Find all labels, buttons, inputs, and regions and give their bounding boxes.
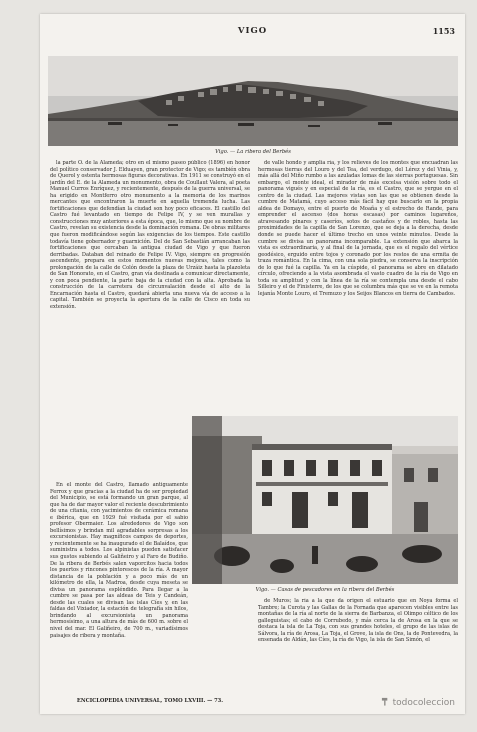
page-number: 1153 <box>432 26 455 36</box>
footer-volume: ENCICLOPEDIA UNIVERSAL, TOMO LXVIII. — 73. <box>76 698 224 704</box>
column-left-bottom <box>50 482 188 694</box>
column-right-top <box>258 160 458 422</box>
paragraph: En el monte del Castro, llamado antiguamente Ferrox y que gracias a la ciudad ha de ser propiedad del Municipio, se está formando un gran parque, al que ha de dar mayor valor el reciente descubrimiento de una citania, con yacimientos de cerámica romana e ibérica, que en 1929 fué visitada por el sabio profesor Obermaier. Los alrededores de Vigo son bellísimos y brindan mil agradables sorpresas a los excursionistas. Hay magníficos campos de deportes, y recientemente se ha inaugurado el de Balaídos, que suministra a todos. Los alpinistas pueden satisfacer sus gustos subiendo al Galiñeiro y al Faro de Budiño. De la ribera de Berbés salen vaporcitos hacia todos los puertos y rincones pintorescos de la ría. A mayor distancia de la población y a poco más de un kilómetro de ella, la Madroa, desde cuya meseta se divisa un panorama espléndido. Para llegar a la cumbre se pasa por las aldeas de Teis y Candeán, desde las cuales se divisan las islas Cíes y, en las faldas del Vixiador, la estación de telegrafía sin hilos, brindando al excursionista un panorama hermosísimo, a una altura de más de 600 m. sobre el nivel del mar. El Galiñeiro, de 700 m., variadísimos paisajes de ribera y montaña. <box>50 482 188 639</box>
running-header <box>40 26 465 40</box>
paragraph: de valle hondo y amplia ría, y los relieves de los montes que encuadran las hermosas tierras del Louro y del Tea, del verdugo, del Lérez y del Vinia, y, más allá del Miño rumbo a las azuladas lomas de las sierras portuguesas. Sin embargo, el monte ideal, el mirador de más excelsa visión sobre todo el panorama vigués y en especial de la ría, es el Castro, que se yergue en el centro de la ciudad. Las mejores vistas son las que se obtienen desde la cumbre de Matamá, cuyo acceso más fácil hay que buscarlo en la propia aldea de Domayo, entre el puerto de Moaña y el estrecho de Rande, para emprender el ascenso (dos horas escasas) por caminos lugareños, atravesando pinares y caseríos, sotos de castaños y de robles, hasta las proximidades de la capilla de San Lorenzo, que se deja a la derecha, desde donde se puede hacer el último trecho en unos veinte minutos. Desde la cumbre se divisa un panorama incomparable. La extensión que abarca la vista es extraordinaria, y al final de la jornada, que es el regalo del vértice geodésico, erguido entre tojos y coronado por los restos de una ermita de traza romántica. En la cima, con una sola piedra, se conserva la inscripción de lo que fué la capilla. Ya en la cúspide, el panorama se abre en dilatado círculo, ofreciendo a la vista asombrada el vasto cuadro de la ría de Vigo en toda su amplitud y con la línea de la ría se contempla una desde el cabo Silleiro y el de Finisterre, de los que se columbra más que se ve en la remota lejanía Monte Louro, el Tremuzo y los Seijos Blancos en tierra de Cambados. <box>258 160 458 297</box>
watermark-text: todocoleccion <box>392 698 455 708</box>
watermark <box>381 697 455 708</box>
page-title: VIGO <box>237 26 268 36</box>
paragraph: de Muros; la ría a la que da origen el estuario que en Noya forma el Tambre; la Curota y las Gallas de la Fornada que aparecen visibles entre las montañas de la ría al norte de la sierra de Barbanza, el Olimpo céltico de los galleguistas; el cabo de Corrubedo, y más cerca la de Arosa en la que se destaca la isla de La Toja, con sus grandes hoteles, el grupo de las islas de Sálvora, la ría de Arosa, La Toja, el Grove, la isla de Ons, la de Pontevedra, la ensenada de Aldán, las Cíes, la ría de Vigo, la isla de San Simón, el <box>258 598 458 644</box>
book-page <box>40 14 465 714</box>
caption-fishermen: Vigo. — Casas de pescadores en la ribera del Berbés <box>255 587 395 593</box>
fishermen-houses-photo <box>192 416 458 584</box>
hammer-icon <box>381 697 390 706</box>
panorama-photo <box>48 56 458 146</box>
paragraph: la parte O. de la Alameda; otro en el mismo paseo público (1896) en honor del político conservador J. Elduayen, gran protector de Vigo; es también obra de Querol y ostenta hermosas figuras decorativas. En 1911 se construyó en el jardín del E. de la Alameda un monumento, obra de Coullaut Valera, al poeta Manuel Curros Enríquez, y recientemente, después de la guerra universal, se ha erigido en Montferro otro monumento a la memoria de los marinos mercantes que encontraron la muerte en aquella tremenda lucha. Las fortificaciones que defendían la ciudad son hoy poco eficaces. El castillo del Castro fué levantado en tiempo de Felipe IV, y se ven murallas y construcciones muy anteriores a esta época, que, lo mismo que su nombre de Castro, revelan su existencia desde la dominación romana. De obras militares que fueron modificándose según las exigencias de los tiempos. Este castillo todavía tiene gobernador y guarnición. Del de San Sebastián arrancaban las fortificaciones que cercaban la antigua ciudad de Vigo y que fueron derribadas. Databan del reinado de Felipe IV. Vigo, siempre en progresión ascendente, prepara en estos momentos nuevas mejoras, tales como la prolongación de la calle de Colón desde la plaza de Urzáiz hasta la plazoleta de San Honorato, en el Castro, gran vía destinada a comunicar directamente, y con poca pendiente, la parte baja de la ciudad con la alta. Aprobada la construcción de la carretera de circunvalación desde el alto de la Encarnación hasta el Castro, quedará abierta una nueva vía de acceso a la capital. También se proyecta la apertura de la calle de Cisco en toda su extensión. <box>50 160 250 311</box>
column-right-bottom <box>258 598 458 694</box>
caption-panorama: Vigo. — La ribera del Berbés <box>215 149 291 155</box>
